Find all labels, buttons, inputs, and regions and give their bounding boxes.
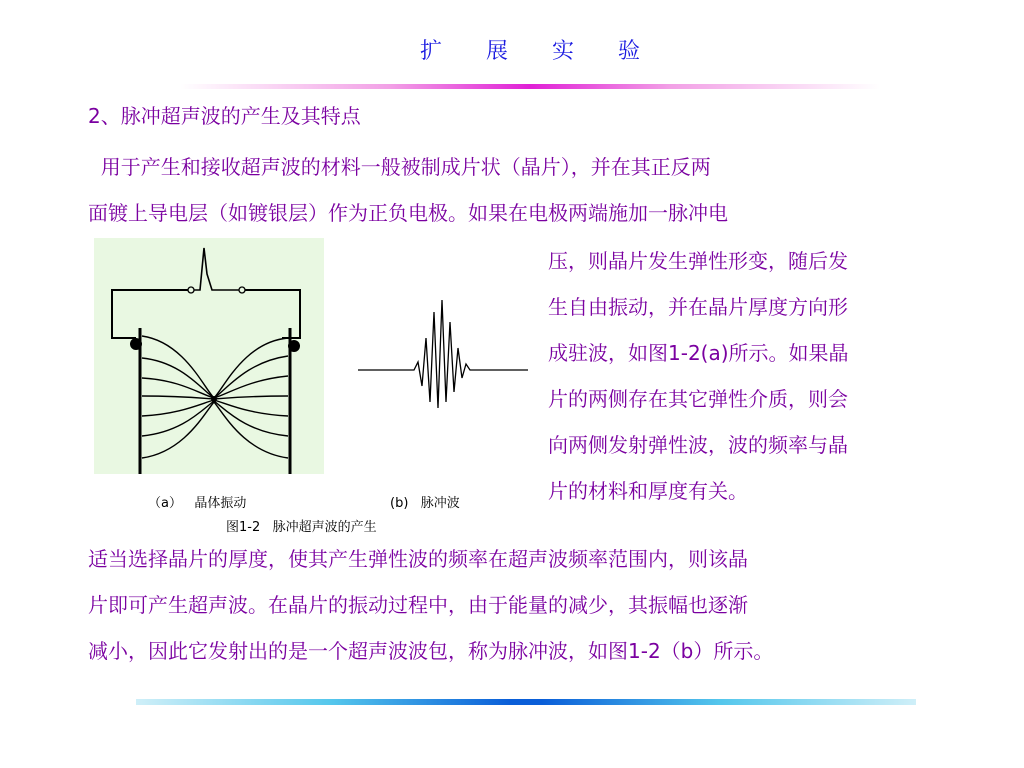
title-underline <box>180 84 880 89</box>
text-line: 适当选择晶片的厚度，使其产生弹性波的频率在超声波频率范围内，则该晶 <box>88 547 748 571</box>
figure-caption: 图1-2 脉冲超声波的产生 <box>226 520 377 535</box>
text-line: 向两侧发射弹性波，波的频率与晶 <box>548 433 848 457</box>
figure-caption-a: （a） 晶体振动 <box>148 496 247 511</box>
text-line: 成驻波，如图1-2(a)所示。如果晶 <box>548 341 849 365</box>
crystal-vibration-diagram <box>94 238 324 474</box>
title-char: 展 <box>485 39 508 64</box>
text-line: 片即可产生超声波。在晶片的振动过程中，由于能量的减少，其振幅也逐渐 <box>88 593 748 617</box>
pulse-wave-diagram <box>356 292 532 412</box>
text-line: 生自由振动，并在晶片厚度方向形 <box>548 295 848 319</box>
text-line: 压，则晶片发生弹性形变，随后发 <box>548 249 848 273</box>
text-line: 片的两侧存在其它弹性介质，则会 <box>548 387 848 411</box>
crystal-vibration-figure <box>94 238 324 474</box>
title-char: 扩 <box>419 39 442 64</box>
intro-paragraph <box>88 144 928 236</box>
bottom-divider <box>136 699 916 705</box>
title-char: 验 <box>618 39 641 64</box>
slide-title <box>0 34 1024 65</box>
figure-caption-b: (b) 脉冲波 <box>390 496 460 511</box>
text-line: 减小，因此它发射出的是一个超声波波包，称为脉冲波，如图1-2（b）所示。 <box>88 639 774 663</box>
section-heading: 2、脉冲超声波的产生及其特点 <box>88 104 361 128</box>
text-line: 片的材料和厚度有关。 <box>548 479 748 503</box>
text-line: 用于产生和接收超声波的材料一般被制成片状（晶片），并在其正反两 <box>88 155 711 179</box>
text-line: 面镀上导电层（如镀银层）作为正负电极。如果在电极两端施加一脉冲电 <box>88 201 728 225</box>
side-paragraph <box>548 238 948 514</box>
pulse-wave-figure <box>356 292 532 412</box>
title-char: 实 <box>552 39 575 64</box>
conclusion-paragraph <box>88 536 988 674</box>
